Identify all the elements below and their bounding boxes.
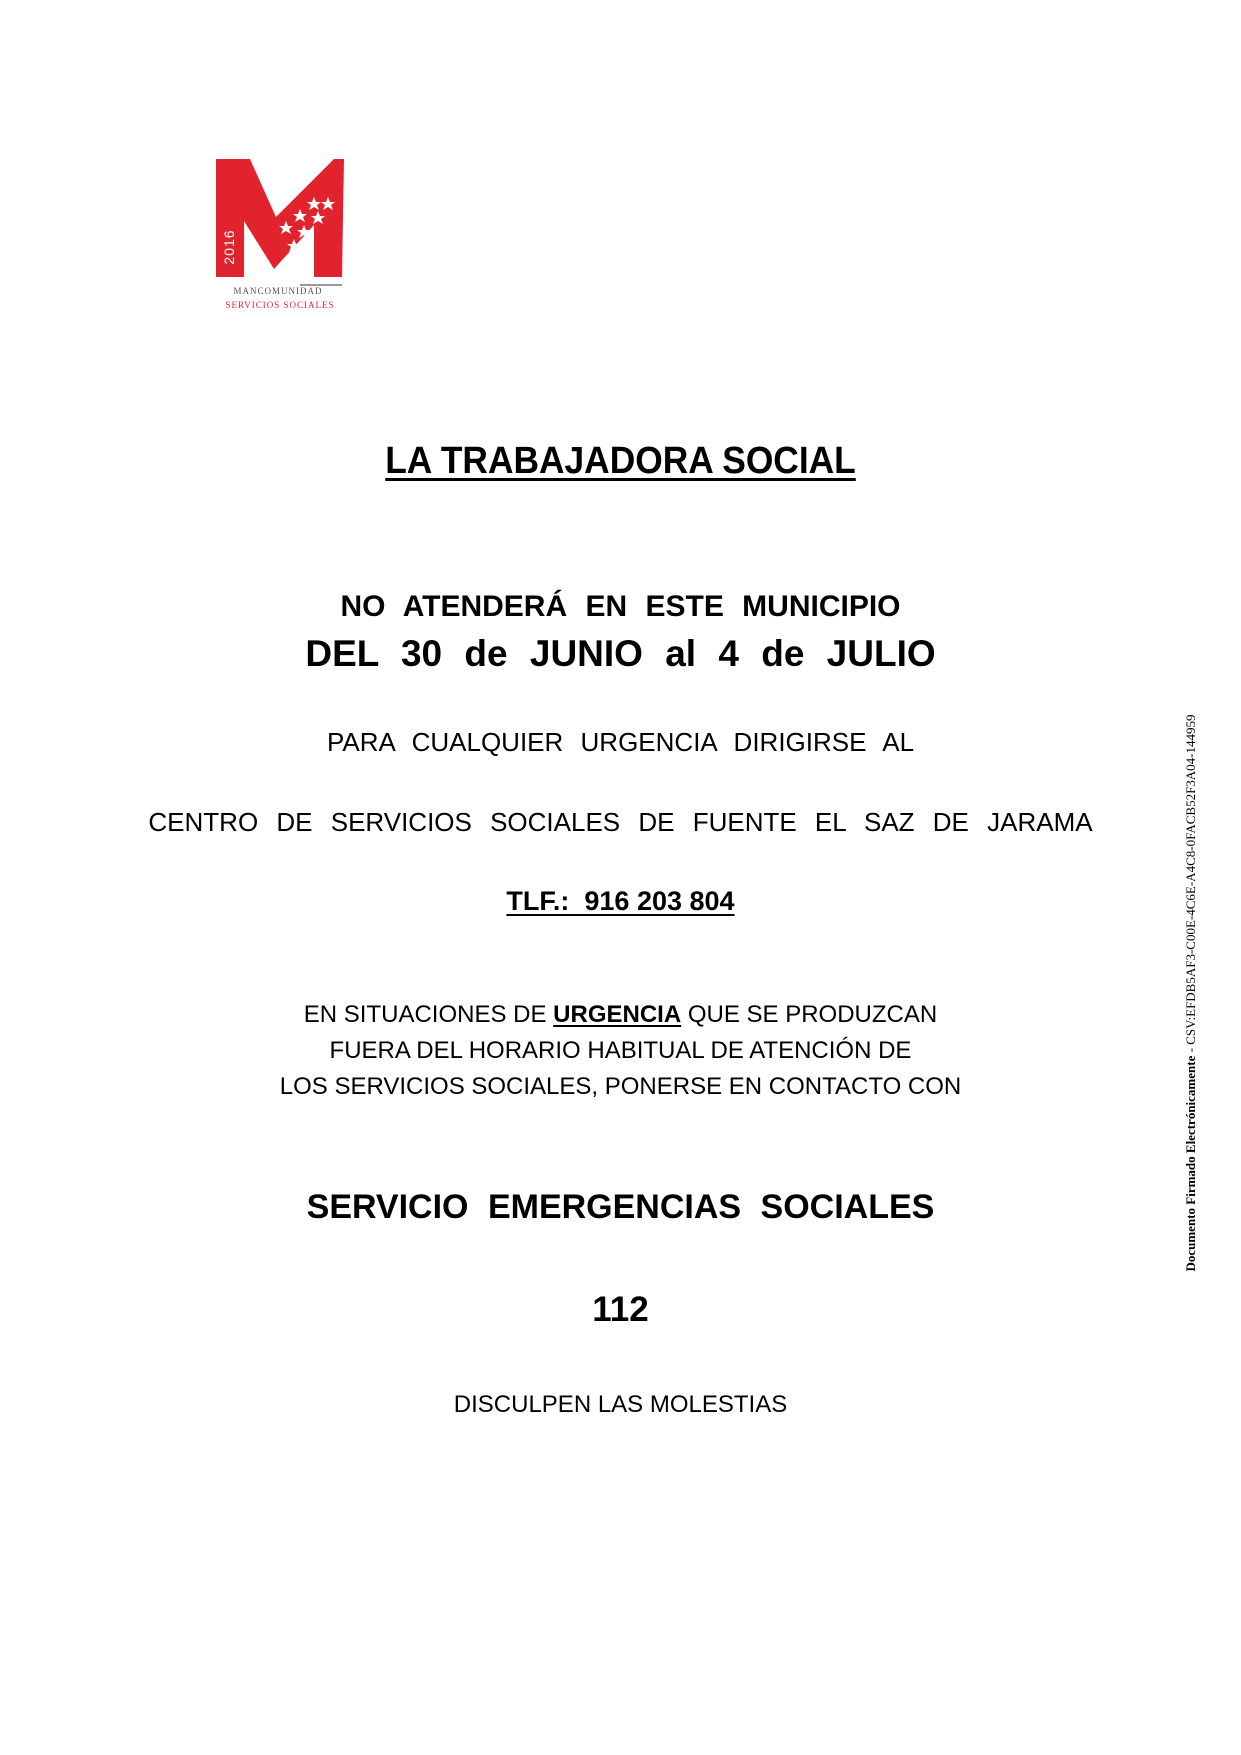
logo-m-graphic bbox=[214, 157, 348, 315]
emergency-line-2: FUERA DEL HORARIO HABITUAL DE ATENCIÓN DE bbox=[329, 1037, 912, 1064]
logo-year: 2016 bbox=[221, 229, 237, 265]
closing-apology: DISCULPEN LAS MOLESTIAS bbox=[453, 1391, 788, 1418]
emergency-paragraph bbox=[0, 997, 1241, 1105]
emergency-line-3: LOS SERVICIOS SOCIALES, PONERSE EN CONTACTO CON bbox=[279, 1073, 962, 1100]
centre-name: CENTRO DE SERVICIOS SOCIALES DE FUENTE EL SAZ DE JARAMA bbox=[148, 807, 1093, 837]
emergency-service-name: SERVICIO EMERGENCIAS SOCIALES bbox=[306, 1188, 935, 1226]
electronic-signature-note bbox=[1183, 673, 1199, 1313]
notice-title: LA TRABAJADORA SOCIAL bbox=[385, 440, 856, 482]
phone-number: TLF.: 916 203 804 bbox=[506, 886, 735, 916]
notice-unavailable-line: NO ATENDERÁ EN ESTE MUNICIPIO bbox=[340, 590, 901, 623]
signature-label: Documento Firmado Electrónicamente bbox=[1183, 1055, 1198, 1272]
mancomunidad-logo bbox=[214, 157, 348, 315]
notice-dates: DEL 30 de JUNIO al 4 de JULIO bbox=[305, 633, 936, 674]
urgency-intro: PARA CUALQUIER URGENCIA DIRIGIRSE AL bbox=[326, 727, 915, 757]
emergency-line-1: EN SITUACIONES DE URGENCIA QUE SE PRODUZCAN bbox=[303, 1001, 938, 1028]
signature-csv: - CSV:EFDB5AF3-C00E-4C6E-A4C8-0FACB52F3A04-144959 bbox=[1183, 714, 1198, 1056]
urgency-emphasis: URGENCIA bbox=[553, 1001, 682, 1028]
emergency-service-number: 112 bbox=[592, 1290, 649, 1329]
logo-caption-1: MANCOMUNIDAD bbox=[233, 286, 323, 296]
logo-caption-2: SERVICIOS SOCIALES bbox=[225, 300, 335, 310]
